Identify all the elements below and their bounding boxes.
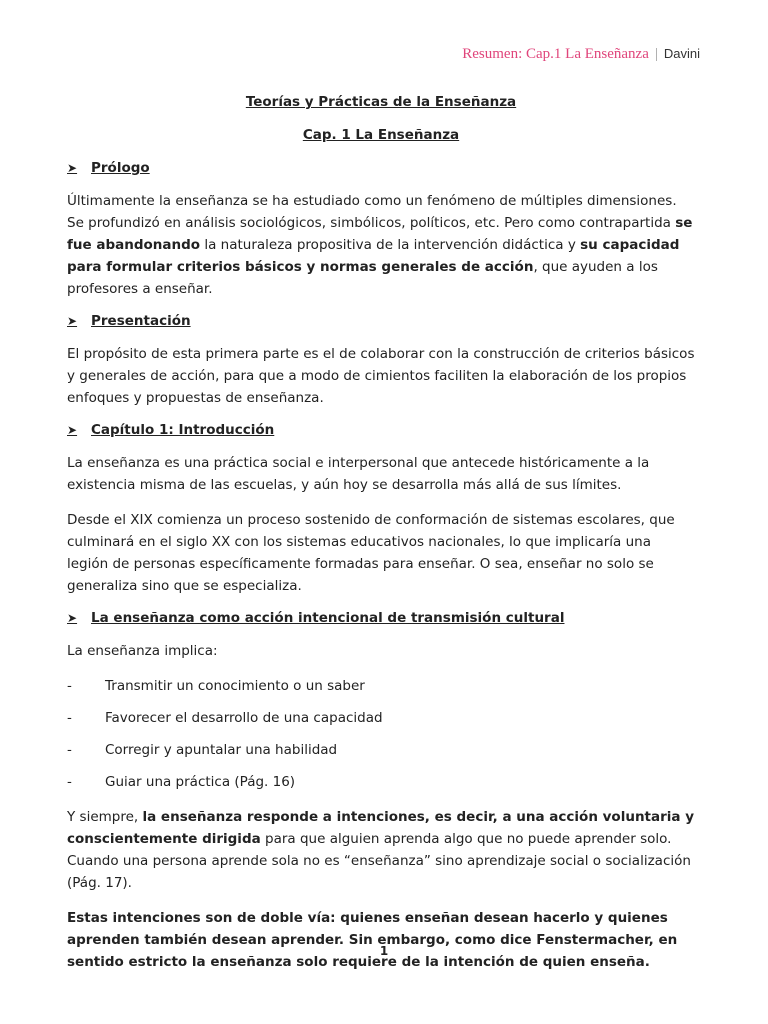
page-number: 1 xyxy=(379,944,389,958)
text-run: comienza un proceso sostenido de conformación de sistemas escolares, que culminará en el siglo xyxy=(67,512,675,550)
section-heading-accion xyxy=(67,610,695,626)
text-run: Desde el xyxy=(67,512,131,528)
bold-run: su capacidad para formular criterios básicos y normas generales de acción xyxy=(67,237,680,275)
section-heading-prologo xyxy=(67,160,695,176)
accion-paragraph-1 xyxy=(67,806,695,894)
century-numeral: XIX xyxy=(130,512,153,528)
text-run: Últimamente la enseñanza se ha estudiado como un fenómeno de múltiples dimensiones. Se profundizó en análisis sociológicos, simbólicos, políticos, etc. Pero como contrapartida xyxy=(67,193,677,231)
document-body xyxy=(67,94,695,986)
arrow-right-icon: ➤ xyxy=(67,423,78,437)
section-heading-presentacion xyxy=(67,313,695,329)
section-heading-text: Presentación xyxy=(91,313,191,329)
introduccion-paragraph-1: La enseñanza es una práctica social e interpersonal que antecede históricamente a la existencia misma de las escuelas, y aún hoy se desarrolla más allá de sus límites. xyxy=(67,455,650,493)
list-item xyxy=(67,739,695,761)
list-dash: - xyxy=(67,742,72,758)
section-heading-introduccion xyxy=(67,422,695,438)
presentacion-paragraph: El propósito de esta primera parte es el de colaborar con la construcción de criterios básicos y generales de acción, para que a modo de cimientos faciliten la elaboración de los propios enfoques y propuestas de enseñanza. xyxy=(67,346,695,406)
bold-run: se fue abandonando xyxy=(67,215,693,253)
arrow-right-icon: ➤ xyxy=(67,161,78,175)
section-heading-text: La enseñanza como acción intencional de transmisión cultural xyxy=(91,610,565,626)
text-run: Y siempre, xyxy=(67,809,143,825)
header-title: Resumen: Cap.1 La Enseñanza xyxy=(462,46,649,62)
document-title: Teorías y Prácticas de la Enseñanza xyxy=(245,94,517,110)
chapter-title: Cap. 1 La Enseñanza xyxy=(302,127,460,143)
header-author: Davini xyxy=(663,46,700,61)
list-item xyxy=(67,707,695,729)
arrow-right-icon: ➤ xyxy=(67,611,78,625)
section-heading-text: Prólogo xyxy=(91,160,150,176)
list-item xyxy=(67,675,695,697)
list-dash: - xyxy=(67,678,72,694)
list-dash: - xyxy=(67,774,72,790)
text-run: , que ayuden a los profesores a enseñar. xyxy=(67,259,658,297)
introduccion-paragraph-2 xyxy=(67,509,695,597)
accion-intro: La enseñanza implica: xyxy=(67,643,218,659)
header-separator: | xyxy=(654,46,658,62)
list-dash: - xyxy=(67,710,72,726)
section-heading-text: Capítulo 1: Introducción xyxy=(91,422,275,438)
list-item-text: Favorecer el desarrollo de una capacidad xyxy=(105,710,383,726)
accion-paragraph-2: Estas intenciones son de doble vía: quienes enseñan desean hacerlo y quienes aprenden también desean aprender. Sin embargo, como dice Fenstermacher, en sentido estricto la enseñanza solo requiere de la intención de quien enseña. xyxy=(67,910,678,970)
list-item-text: Corregir y apuntalar una habilidad xyxy=(105,742,338,758)
prologo-paragraph xyxy=(67,190,695,300)
page-header xyxy=(462,46,700,63)
list-item xyxy=(67,771,695,793)
arrow-right-icon: ➤ xyxy=(67,314,78,328)
century-numeral: XX xyxy=(211,534,231,550)
list-item-text: Transmitir un conocimiento o un saber xyxy=(105,678,365,694)
bold-run: la enseñanza responde a intenciones, es decir, a una acción voluntaria y conscientemente dirigida xyxy=(67,809,695,847)
list-item-text: Guiar una práctica (Pág. 16) xyxy=(105,774,296,790)
text-run: para que alguien aprenda algo que no puede aprender solo. Cuando una persona aprende sola no es “enseñanza” sino aprendizaje social o socialización (Pág. 17). xyxy=(67,831,691,891)
accion-list xyxy=(67,675,695,793)
text-run: con los sistemas educativos nacionales, lo que implicaría una legión de personas específicamente formadas para enseñar. O sea, enseñar no solo se generaliza sino que se especializa. xyxy=(67,534,654,594)
text-run: la naturaleza propositiva de la intervención didáctica y xyxy=(200,237,581,253)
